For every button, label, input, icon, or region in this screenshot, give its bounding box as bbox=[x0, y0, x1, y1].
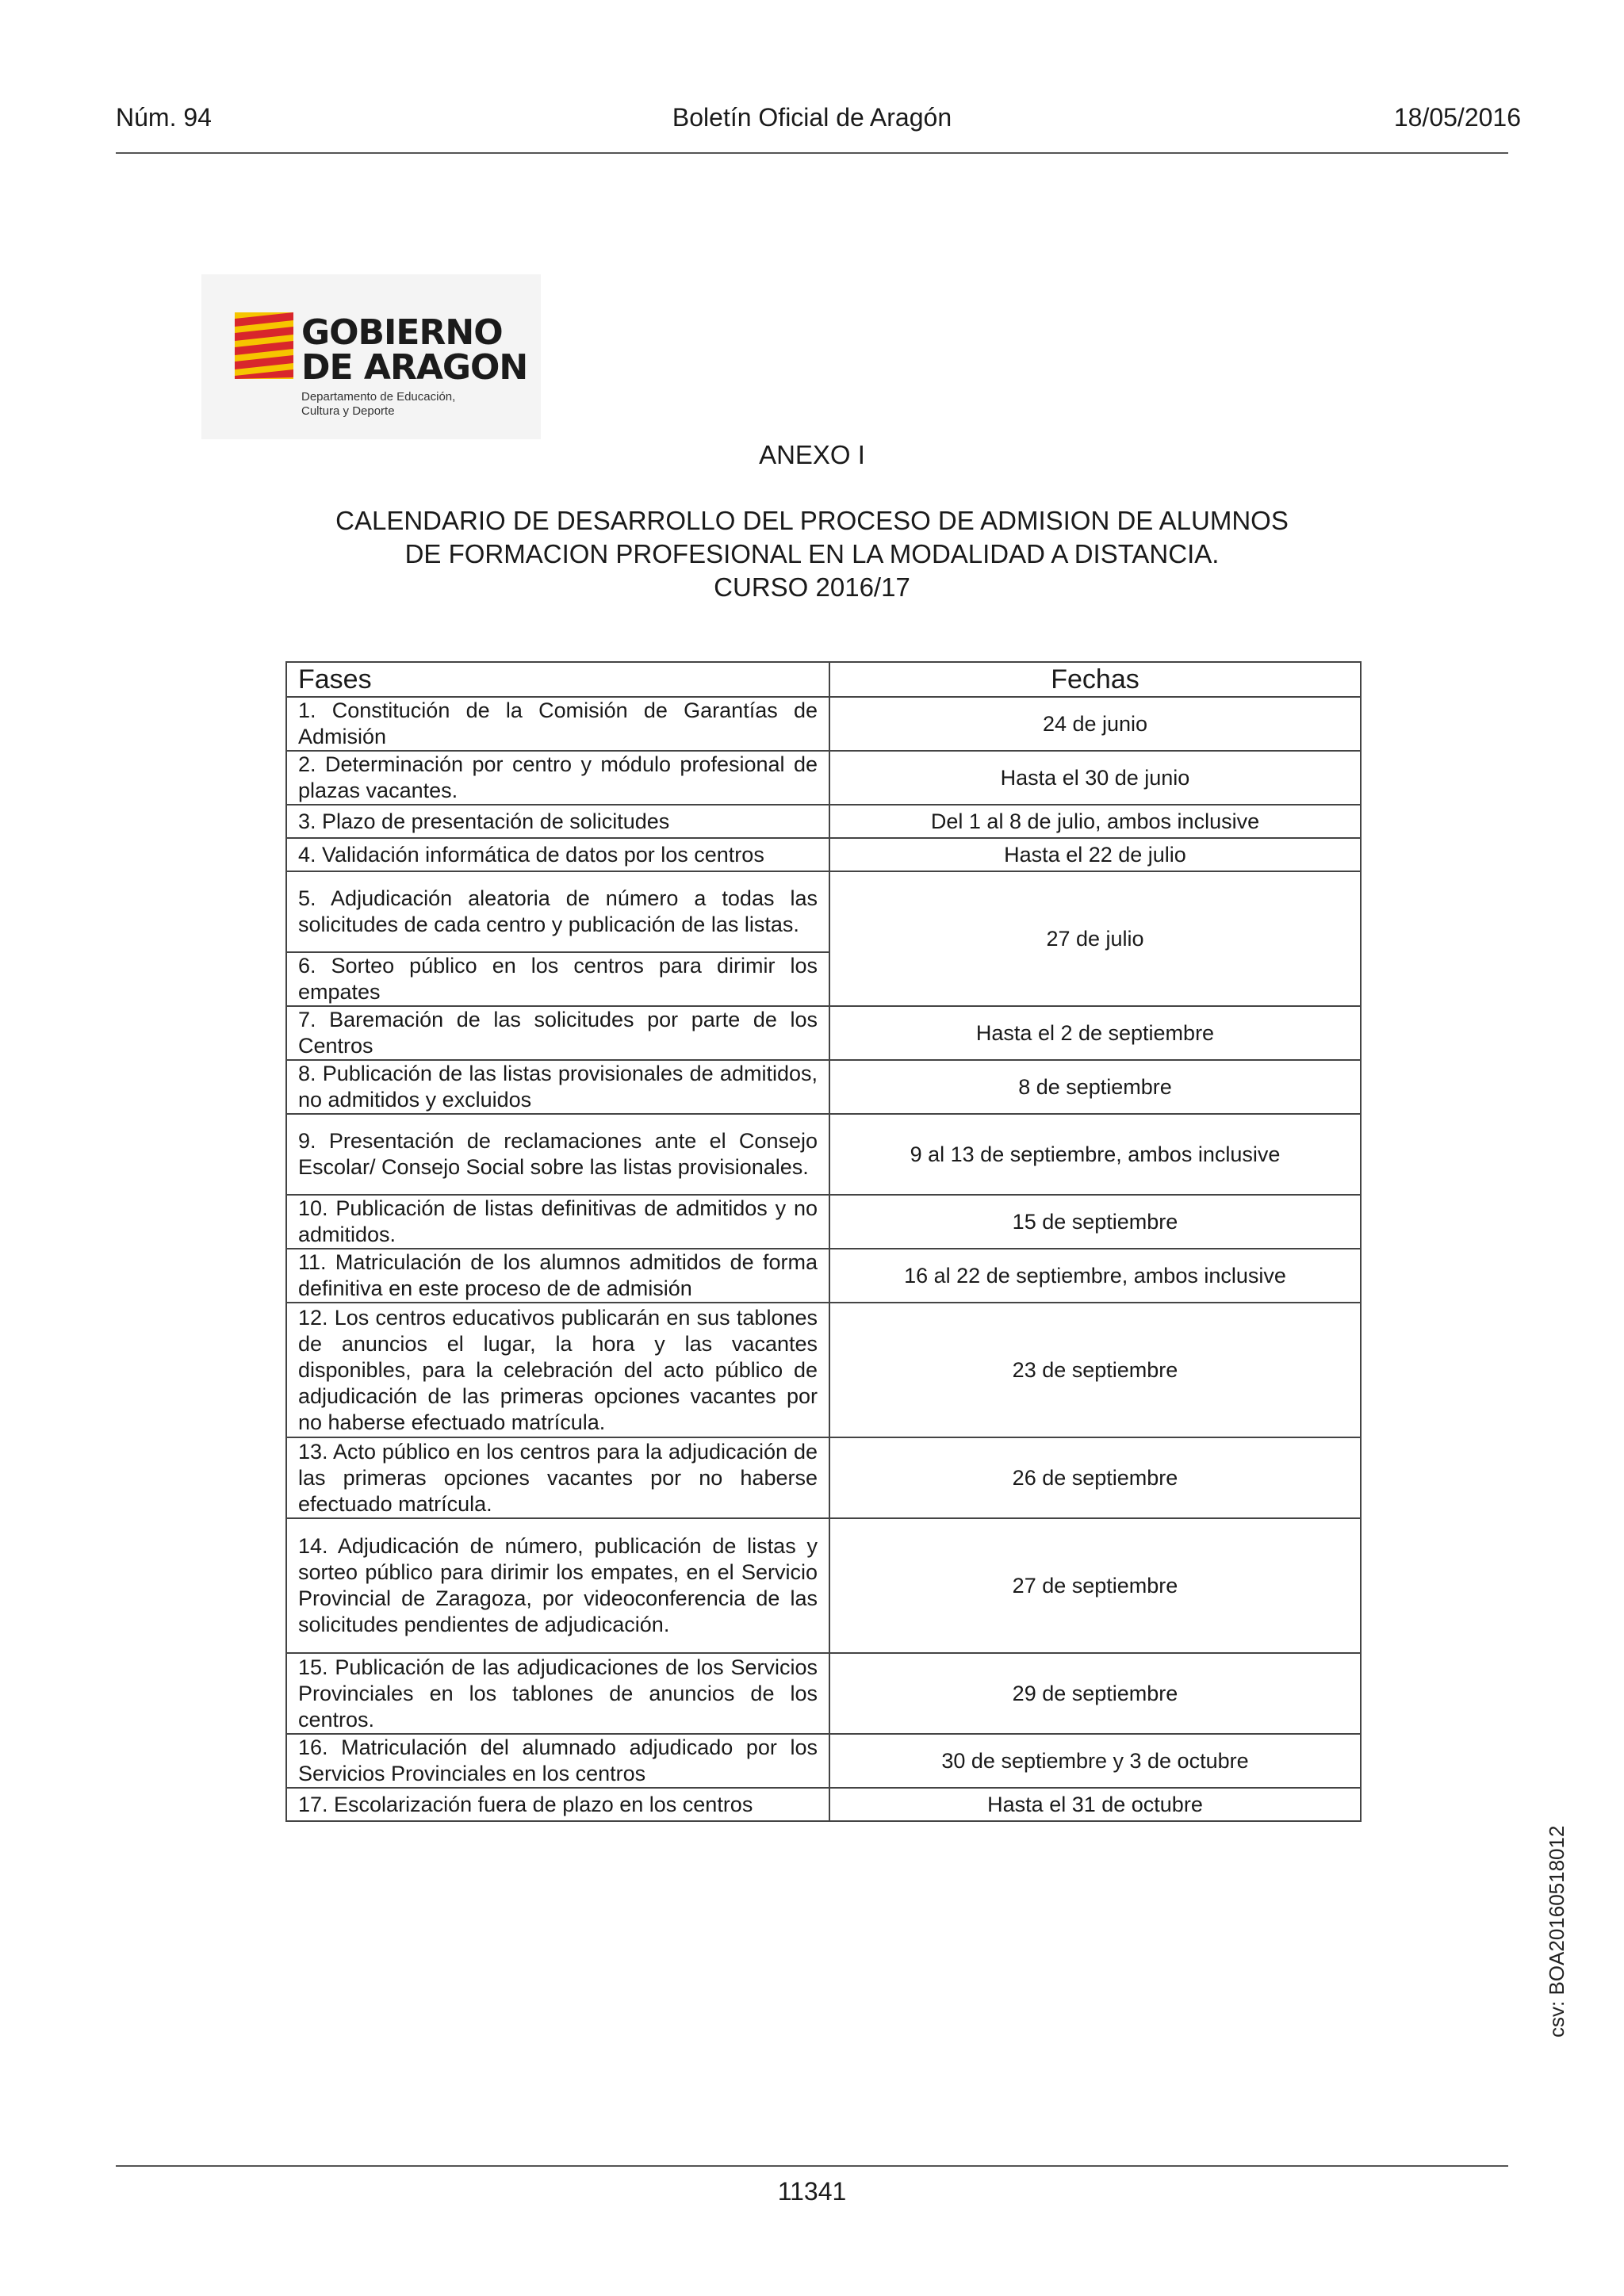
annex-label: ANEXO I bbox=[759, 440, 865, 469]
date-cell: 26 de septiembre bbox=[829, 1437, 1361, 1518]
phase-cell: 10. Publicación de listas definitivas de admitidos y no admitidos. bbox=[286, 1195, 829, 1249]
admission-calendar-table bbox=[285, 661, 1362, 1822]
table-row bbox=[286, 1114, 1361, 1195]
date-cell: 16 al 22 de septiembre, ambos inclusive bbox=[829, 1249, 1361, 1303]
phase-cell: 7. Baremación de las solicitudes por parte de los Centros bbox=[286, 1006, 829, 1060]
date-cell: 27 de julio bbox=[829, 871, 1361, 1006]
table-row bbox=[286, 1653, 1361, 1734]
table-row bbox=[286, 1249, 1361, 1303]
page-number: 11341 bbox=[777, 2177, 847, 2206]
phase-cell: 12. Los centros educativos publicarán en sus tablones de anuncios el lugar, la hora y las vacantes disponibles, para la celebración del acto público de adjudicación de las primeras opciones vacantes por no haberse efectuado matrícula. bbox=[286, 1303, 829, 1437]
date-cell: 9 al 13 de septiembre, ambos inclusive bbox=[829, 1114, 1361, 1195]
document-title bbox=[0, 504, 1624, 604]
date-cell: Hasta el 30 de junio bbox=[829, 751, 1361, 805]
bulletin-date: 18/05/2016 bbox=[1393, 103, 1521, 132]
phase-cell: 9. Presentación de reclamaciones ante el Consejo Escolar/ Consejo Social sobre las listas provisionales. bbox=[286, 1114, 829, 1195]
csv-code: csv: BOA20160518012 bbox=[1545, 1825, 1568, 2038]
table-row bbox=[286, 1006, 1361, 1060]
phase-cell: 5. Adjudicación aleatoria de número a todas las solicitudes de cada centro y publicación de las listas. bbox=[286, 871, 829, 952]
table-row bbox=[286, 805, 1361, 838]
phase-cell: 17. Escolarización fuera de plazo en los centros bbox=[286, 1788, 829, 1821]
logo-department-line2: Cultura y Deporte bbox=[301, 404, 395, 418]
logo-department-line1: Departamento de Educación, bbox=[301, 390, 456, 404]
phase-cell: 2. Determinación por centro y módulo profesional de plazas vacantes. bbox=[286, 751, 829, 805]
phase-cell: 6. Sorteo público en los centros para dirimir los empates bbox=[286, 952, 829, 1006]
date-cell: Hasta el 31 de octubre bbox=[829, 1788, 1361, 1821]
phase-cell: 14. Adjudicación de número, publicación de listas y sorteo público para dirimir los empates, en el Servicio Provincial de Zaragoza, por videoconferencia de las solicitudes pendientes de adjudicación. bbox=[286, 1518, 829, 1653]
phase-cell: 4. Validación informática de datos por los centros bbox=[286, 838, 829, 871]
header-rule bbox=[116, 152, 1508, 154]
date-cell: 23 de septiembre bbox=[829, 1303, 1361, 1437]
bulletin-title: Boletín Oficial de Aragón bbox=[672, 103, 952, 132]
table-row bbox=[286, 871, 1361, 952]
table-row bbox=[286, 1303, 1361, 1437]
title-line: CALENDARIO DE DESARROLLO DEL PROCESO DE ADMISION DE ALUMNOS bbox=[335, 506, 1289, 535]
table-row bbox=[286, 751, 1361, 805]
date-cell: Hasta el 22 de julio bbox=[829, 838, 1361, 871]
date-cell: 15 de septiembre bbox=[829, 1195, 1361, 1249]
date-cell: 29 de septiembre bbox=[829, 1653, 1361, 1734]
table-row bbox=[286, 1734, 1361, 1788]
table-row bbox=[286, 697, 1361, 751]
table-header-row bbox=[286, 662, 1361, 697]
date-cell: 8 de septiembre bbox=[829, 1060, 1361, 1114]
date-cell: Hasta el 2 de septiembre bbox=[829, 1006, 1361, 1060]
phase-cell: 3. Plazo de presentación de solicitudes bbox=[286, 805, 829, 838]
phase-cell: 1. Constitución de la Comisión de Garantías de Admisión bbox=[286, 697, 829, 751]
date-cell: 24 de junio bbox=[829, 697, 1361, 751]
phase-cell: 16. Matriculación del alumnado adjudicado por los Servicios Provinciales en los centros bbox=[286, 1734, 829, 1788]
table-row bbox=[286, 838, 1361, 871]
date-cell: Del 1 al 8 de julio, ambos inclusive bbox=[829, 805, 1361, 838]
logo-text-line2: DE ARAGON bbox=[301, 347, 528, 388]
title-line: CURSO 2016/17 bbox=[714, 572, 910, 602]
table-row bbox=[286, 1195, 1361, 1249]
date-cell: 30 de septiembre y 3 de octubre bbox=[829, 1734, 1361, 1788]
phase-cell: 15. Publicación de las adjudicaciones de los Servicios Provinciales en los tablones de anuncios de los centros. bbox=[286, 1653, 829, 1734]
table-row bbox=[286, 1060, 1361, 1114]
gobierno-aragon-logo bbox=[201, 274, 541, 439]
bulletin-number: Núm. 94 bbox=[116, 103, 212, 132]
table-row bbox=[286, 1788, 1361, 1821]
table-row bbox=[286, 1437, 1361, 1518]
phase-cell: 13. Acto público en los centros para la adjudicación de las primeras opciones vacantes por no haberse efectuado matrícula. bbox=[286, 1437, 829, 1518]
phase-cell: 8. Publicación de las listas provisionales de admitidos, no admitidos y excluidos bbox=[286, 1060, 829, 1114]
phase-cell: 11. Matriculación de los alumnos admitidos de forma definitiva en este proceso de de admisión bbox=[286, 1249, 829, 1303]
column-header-dates: Fechas bbox=[829, 662, 1361, 697]
footer-rule bbox=[116, 2165, 1508, 2167]
title-line: DE FORMACION PROFESIONAL EN LA MODALIDAD A DISTANCIA. bbox=[404, 539, 1220, 568]
table-row bbox=[286, 1518, 1361, 1653]
logo-text-line1: GOBIERNO bbox=[301, 312, 503, 353]
aragon-flag-icon bbox=[235, 312, 293, 379]
column-header-phases: Fases bbox=[286, 662, 829, 697]
date-cell: 27 de septiembre bbox=[829, 1518, 1361, 1653]
